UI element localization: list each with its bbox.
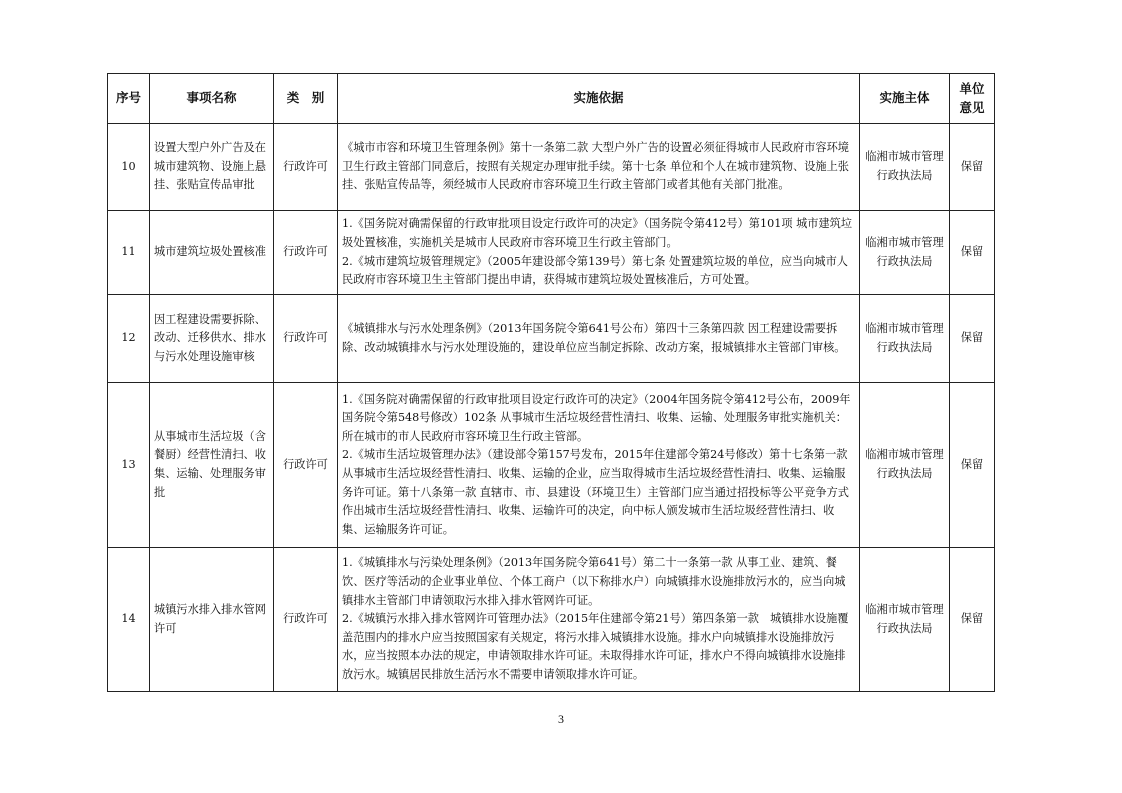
- basis-paragraph: 1.《国务院对确需保留的行政审批项目设定行政许可的决定》（国务院令第412号）第101项 城市建筑垃圾处置核准，实施机关是城市人民政府市容环境卫生行政主管部门。: [342, 217, 853, 249]
- header-basis: 实施依据: [338, 74, 860, 124]
- row-category: 行政许可: [274, 383, 338, 548]
- basis-paragraph: 1.《城镇排水与污染处理条例》（2013年国务院令第641号）第二十一条第一款 从事工业、建筑、餐饮、医疗等活动的企业事业单位、个体工商户（以下称排水户）向城镇排水设施排放污水的，应当向城镇排水主管部门申请领取污水排入排水管网许可证。: [342, 556, 846, 607]
- items-table: [107, 73, 995, 692]
- header-seq: 序号: [108, 74, 150, 124]
- row-basis: [338, 383, 860, 548]
- row-basis: [338, 211, 860, 295]
- row-category: 行政许可: [274, 295, 338, 383]
- row-seq: 14: [108, 548, 150, 692]
- header-opinion: [950, 74, 995, 124]
- row-opinion: 保留: [950, 211, 995, 295]
- header-authority: 实施主体: [860, 74, 950, 124]
- row-seq: 12: [108, 295, 150, 383]
- row-opinion: 保留: [950, 548, 995, 692]
- row-authority: 临湘市城市管理行政执法局: [860, 211, 950, 295]
- table-row: [108, 124, 995, 211]
- row-category: 行政许可: [274, 124, 338, 211]
- table-header-row: [108, 74, 995, 124]
- row-basis: [338, 295, 860, 383]
- table-row: [108, 295, 995, 383]
- table-row: [108, 383, 995, 548]
- row-opinion: 保留: [950, 295, 995, 383]
- row-name: 设置大型户外广告及在城市建筑物、设施上悬挂、张贴宣传品审批: [150, 124, 274, 211]
- row-basis: [338, 124, 860, 211]
- row-category: 行政许可: [274, 211, 338, 295]
- basis-paragraph: 1.《国务院对确需保留的行政审批项目设定行政许可的决定》（2004年国务院令第412号公布，2009年国务院令第548号修改）102条 从事城市生活垃圾经营性清扫、收集、运输、处理服务审批实施机关：所在城市的市人民政府市容环境卫生行政主管部。: [342, 392, 851, 443]
- row-authority: 临湘市城市管理行政执法局: [860, 548, 950, 692]
- row-name: 城市建筑垃圾处置核准: [150, 211, 274, 295]
- row-authority: 临湘市城市管理行政执法局: [860, 295, 950, 383]
- header-category: 类 别: [274, 74, 338, 124]
- basis-paragraph: 2.《城市生活垃圾管理办法》（建设部令第157号发布，2015年住建部令第24号修改）第十七条第一款 从事城市生活垃圾经营性清扫、收集、运输的企业，应当取得城市生活垃圾经营性清扫、收集、运输服务许可证。第十八条第一款 直辖市、市、县建设（环境卫生）主管部门应当通过招投标等公平竞争方式作出城市生活垃圾经营性清扫、收集、运输许可的决定，向中标人颁发城市生活垃圾经营性清扫、收集、运输服务许可证。: [342, 448, 849, 536]
- header-opinion-line2: 意见: [959, 99, 985, 115]
- basis-paragraph: 《城镇排水与污水处理条例》（2013年国务院令第641号公布）第四十三条第四款 因工程建设需要拆除、改动城镇排水与污水处理设施的，建设单位应当制定拆除、改动方案，报城镇排水主管部门审核。: [342, 321, 846, 354]
- basis-paragraph: 2.《城镇污水排入排水管网许可管理办法》（2015年住建部令第21号）第四条第一款 城镇排水设施覆盖范围内的排水户应当按照国家有关规定，将污水排入城镇排水设施。排水户向城镇排水设施排放污水，应当按照本办法的规定，申请领取排水许可证。未取得排水许可证，排水户不得向城镇排水设施排放污水。城镇居民排放生活污水不需要申请领取排水许可证。: [342, 612, 849, 681]
- row-seq: 11: [108, 211, 150, 295]
- table-row: [108, 548, 995, 692]
- header-name: 事项名称: [150, 74, 274, 124]
- row-seq: 13: [108, 383, 150, 548]
- header-opinion-line1: 单位: [959, 80, 985, 96]
- row-authority: 临湘市城市管理行政执法局: [860, 383, 950, 548]
- row-opinion: 保留: [950, 383, 995, 548]
- page-number: 3: [558, 712, 564, 726]
- table-row: [108, 211, 995, 295]
- basis-paragraph: 2.《城市建筑垃圾管理规定》（2005年建设部令第139号）第七条 处置建筑垃圾的单位，应当向城市人民政府市容环境卫生主管部门提出申请，获得城市建筑垃圾处置核准后，方可处置。: [342, 254, 848, 287]
- row-name: 因工程建设需要拆除、改动、迁移供水、排水与污水处理设施审核: [150, 295, 274, 383]
- row-name: 从事城市生活垃圾（含餐厨）经营性清扫、收集、运输、处理服务审批: [150, 383, 274, 548]
- row-authority: 临湘市城市管理行政执法局: [860, 124, 950, 211]
- row-category: 行政许可: [274, 548, 338, 692]
- row-seq: 10: [108, 124, 150, 211]
- basis-paragraph: 《城市市容和环境卫生管理条例》第十一条第二款 大型户外广告的设置必须征得城市人民政府市容环境卫生行政主管部门同意后，按照有关规定办理审批手续。第十七条 单位和个人在城市建筑物、设施上张挂、张贴宣传品等，须经城市人民政府市容环境卫生行政主管部门或者其他有关部门批准。: [342, 141, 849, 192]
- row-opinion: 保留: [950, 124, 995, 211]
- row-name: 城镇污水排入排水管网许可: [150, 548, 274, 692]
- row-basis: [338, 548, 860, 692]
